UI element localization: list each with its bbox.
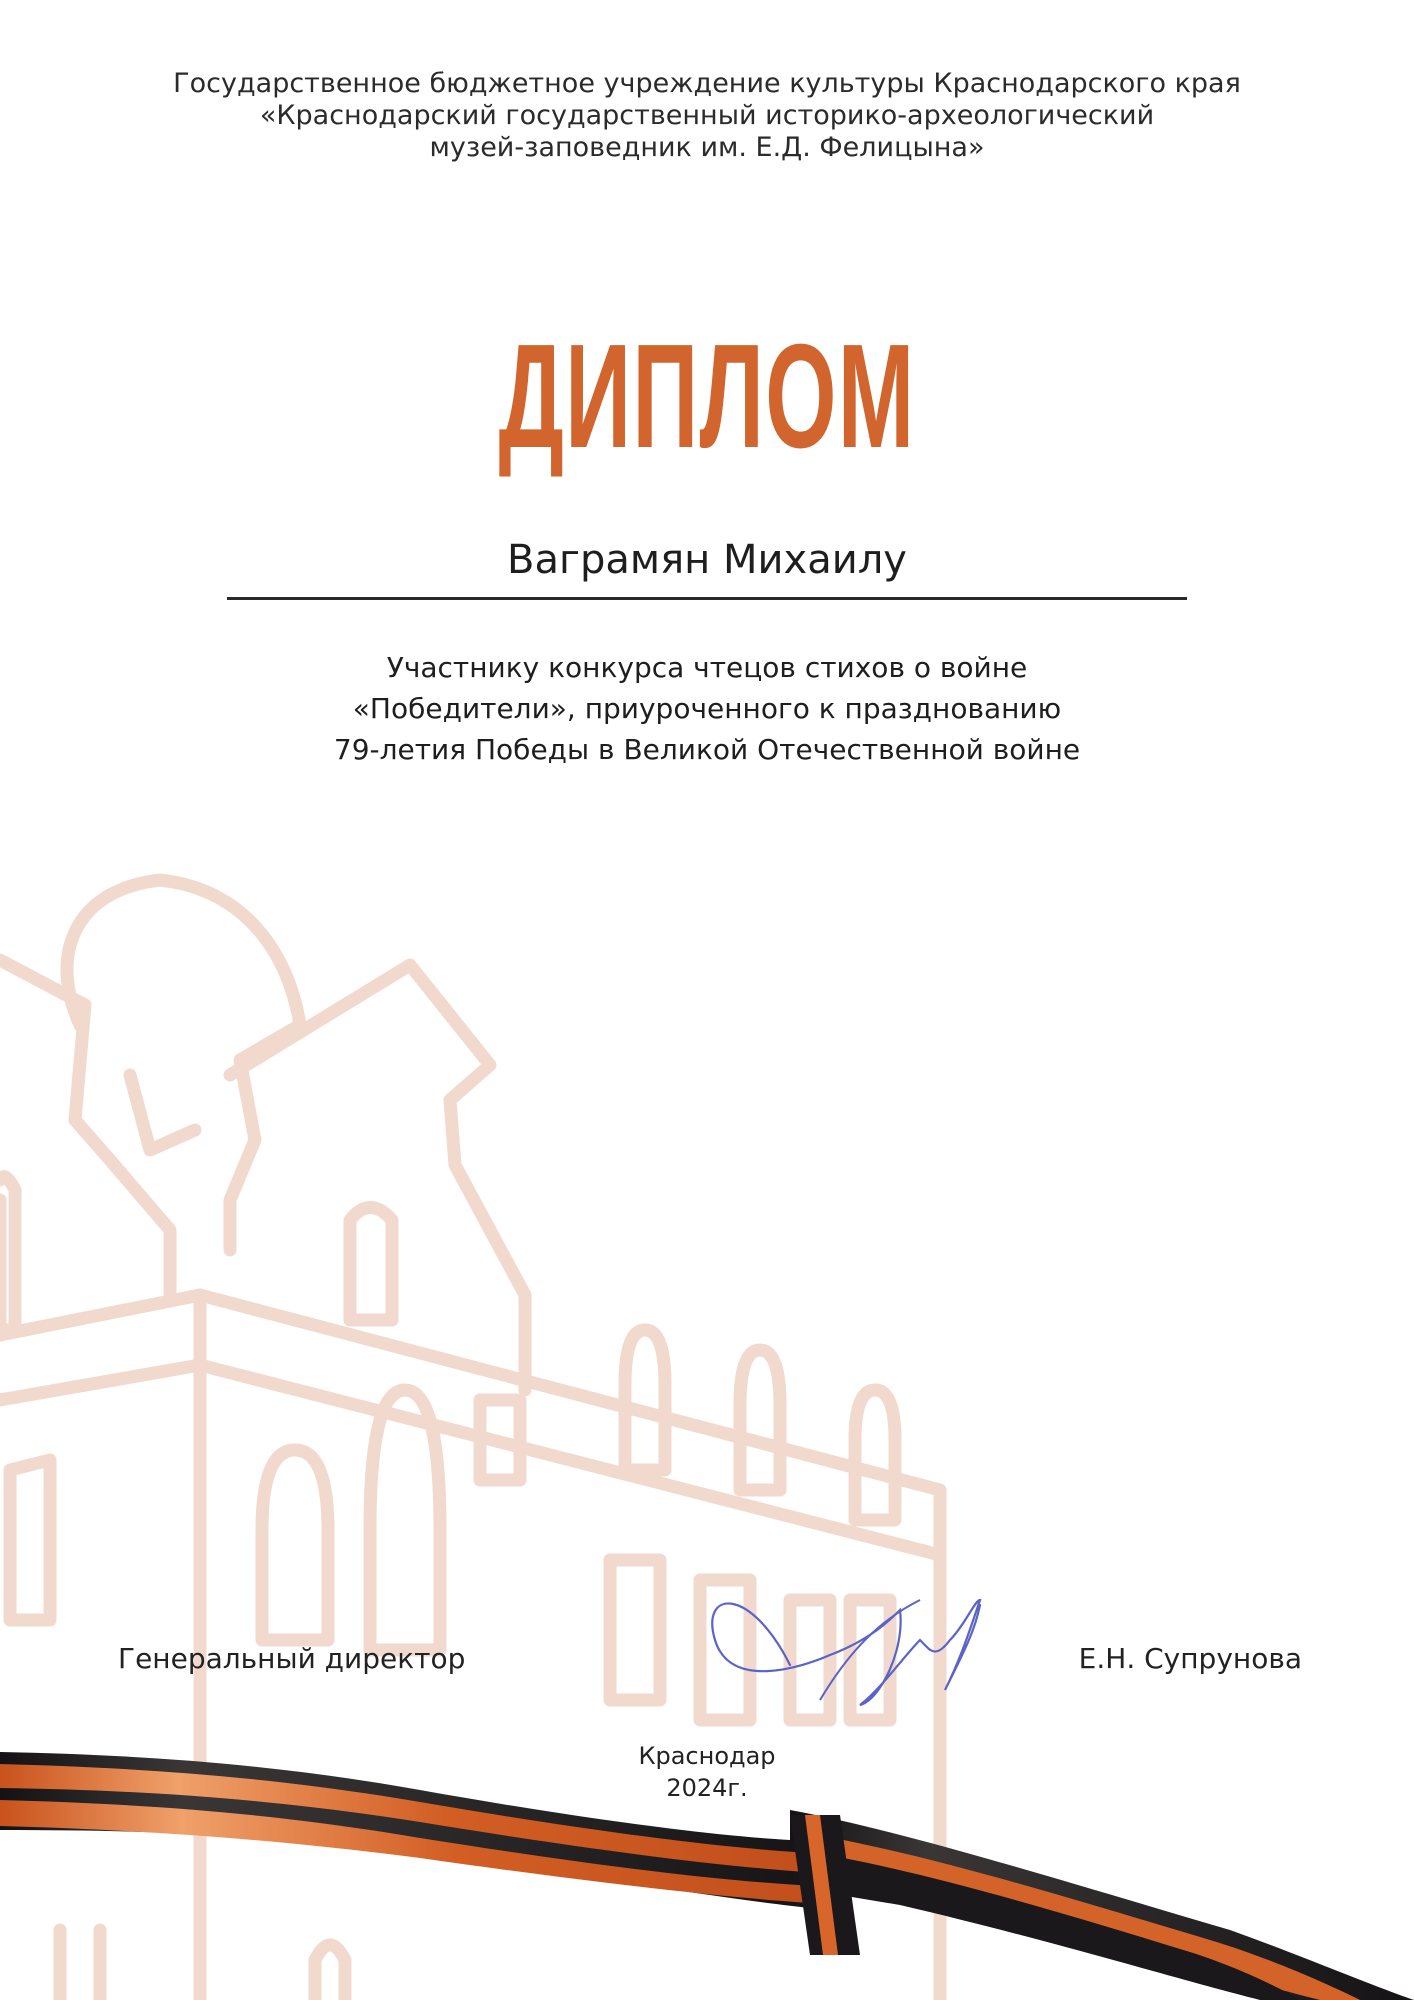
description-line-2: «Победители», приуроченного к празднованию [352, 692, 1062, 725]
description-line-3: 79-летия Победы в Великой Отечественной войне [333, 733, 1081, 766]
header-line-3: музей-заповедник им. Е.Д. Фелицына» [429, 132, 985, 163]
description-line-1: Участнику конкурса чтецов стихов о войне [386, 651, 1028, 684]
signatory-position: Генеральный директор [118, 1642, 466, 1675]
header-line-2: «Краснодарский государственный историко-археологический [259, 100, 1155, 131]
header-line-1: Государственное бюджетное учреждение культуры Краснодарского края [173, 68, 1241, 99]
award-description [0, 647, 1414, 770]
name-underline [227, 597, 1187, 600]
year: 2024г. [666, 1774, 748, 1802]
place-and-date [0, 1740, 1414, 1804]
recipient-name: Ваграмян Михаилу [507, 537, 907, 583]
signatory-name: Е.Н. Супрунова [1078, 1642, 1302, 1675]
institution-header [0, 68, 1414, 164]
city: Краснодар [638, 1742, 776, 1770]
document-title: ДИПЛОМ [498, 314, 916, 479]
